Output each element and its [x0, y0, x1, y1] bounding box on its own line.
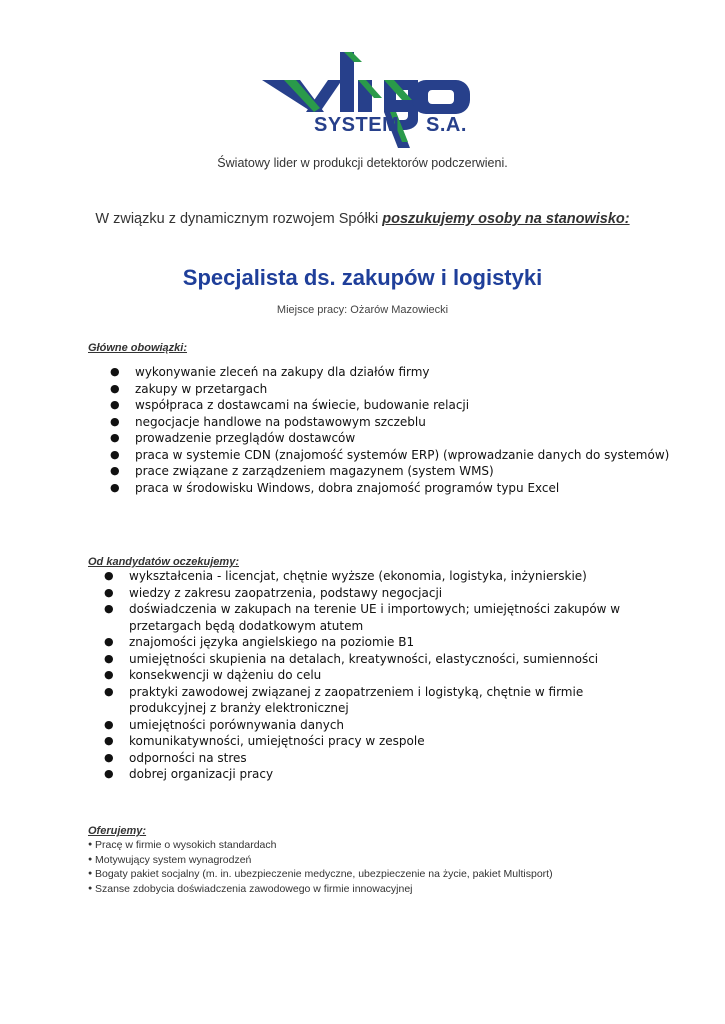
- bullet-icon: ●: [88, 841, 93, 848]
- logo-system-text: SYSTEM: [314, 114, 400, 136]
- bullet-icon: ●: [110, 381, 120, 395]
- bullet-icon: ●: [110, 414, 120, 428]
- list-item: ● umiejętności porównywania danych: [104, 717, 345, 732]
- bullet-icon: ●: [104, 767, 114, 780]
- bullet-icon: ●: [104, 635, 114, 648]
- bullet-icon: ●: [104, 717, 114, 731]
- bullet-icon: ●: [88, 870, 93, 877]
- company-tagline: Światowy lider w produkcji detektorów podczerwieni.: [217, 156, 508, 170]
- list-item: ● współpraca z dostawcami na świecie, budowanie relacji: [110, 398, 470, 412]
- intro-lead: W związku z dynamicznym rozwojem Spółki: [95, 211, 383, 227]
- list-item: ● umiejętności skupienia na detalach, kreatywności, elastyczności, sumienności: [104, 651, 599, 666]
- list-item: ● Bogaty pakiet socjalny (m. in. ubezpieczenie medyczne, ubezpieczenie na życie, pakiet Multisport): [88, 868, 553, 880]
- job-location: Miejsce pracy: Ożarów Mazowiecki: [276, 304, 449, 316]
- intro-emphasis: poszukujemy osoby na stanowisko:: [382, 211, 630, 227]
- bullet-icon: ●: [104, 684, 114, 698]
- job-title: Specjalista ds. zakupów i logistyki: [182, 265, 543, 290]
- bullet-icon: ●: [110, 431, 120, 444]
- bullet-icon: ●: [110, 480, 120, 494]
- bullet-icon: ●: [104, 602, 114, 615]
- duties-heading: Główne obowiązki:: [88, 342, 188, 354]
- list-item: ● praktyki zawodowej związanej z zaopatrzeniem i logistyką, chętnie w firmie produkcyjnej z branży elektronicznej: [104, 684, 584, 715]
- requirements-list: [104, 568, 644, 783]
- list-item: ● wiedzy z zakresu zaopatrzenia, podstawy negocjacji: [104, 585, 443, 600]
- bullet-icon: ●: [104, 734, 114, 747]
- bullet-icon: ●: [104, 569, 114, 582]
- duties-list: [110, 364, 670, 496]
- list-item: ● konsekwencji w dążeniu do celu: [104, 668, 322, 682]
- list-item: ● komunikatywności, umiejętności pracy w zespole: [104, 734, 425, 748]
- bullet-icon: ●: [110, 464, 120, 477]
- bullet-icon: ●: [110, 447, 120, 461]
- bullet-icon: ●: [88, 855, 93, 863]
- list-item: ● doświadczenia w zakupach na terenie UE i importowych; umiejętności zakupów w przetargach będą dodatkowym atutem: [104, 602, 621, 633]
- list-item: ● dobrej organizacji pracy: [104, 767, 274, 781]
- bullet-icon: ●: [104, 585, 114, 599]
- list-item: ● wykonywanie zleceń na zakupy dla działów firmy: [110, 365, 430, 379]
- requirements-heading: Od kandydatów oczekujemy:: [88, 556, 239, 568]
- bullet-icon: ●: [88, 884, 93, 892]
- list-item: ● praca w środowisku Windows, dobra znajomość programów typu Excel: [110, 480, 560, 495]
- list-item: ● Szanse zdobycia doświadczenia zawodowego w firmie innowacyjnej: [88, 882, 413, 895]
- list-item: ● prace związane z zarządzeniem magazynem (system WMS): [110, 464, 494, 478]
- offer-list: [88, 838, 648, 896]
- bullet-icon: ●: [110, 398, 120, 411]
- list-item: ● praca w systemie CDN (znajomość systemów ERP) (wprowadzanie danych do systemów): [110, 447, 670, 462]
- intro-line: [0, 211, 725, 227]
- company-logo: [262, 50, 474, 150]
- bullet-icon: ●: [110, 365, 120, 378]
- list-item: ● zakupy w przetargach: [110, 381, 268, 396]
- bullet-icon: ●: [104, 651, 114, 665]
- list-item: ● prowadzenie przeglądów dostawców: [110, 431, 356, 445]
- list-item: ● Pracę w firmie o wysokich standardach: [88, 839, 277, 851]
- offer-heading: Oferujemy:: [88, 825, 147, 837]
- list-item: ● Motywujący system wynagrodzeń: [88, 853, 252, 866]
- list-item: ● znajomości języka angielskiego na poziomie B1: [104, 635, 415, 649]
- list-item: ● wykształcenia - licencjat, chętnie wyższe (ekonomia, logistyka, inżynierskie): [104, 569, 587, 583]
- list-item: ● odporności na stres: [104, 750, 247, 765]
- bullet-icon: ●: [104, 668, 114, 681]
- list-item: ● negocjacje handlowe na podstawowym szczeblu: [110, 414, 426, 429]
- bullet-icon: ●: [104, 750, 114, 764]
- logo-sa-text: S.A.: [426, 114, 467, 136]
